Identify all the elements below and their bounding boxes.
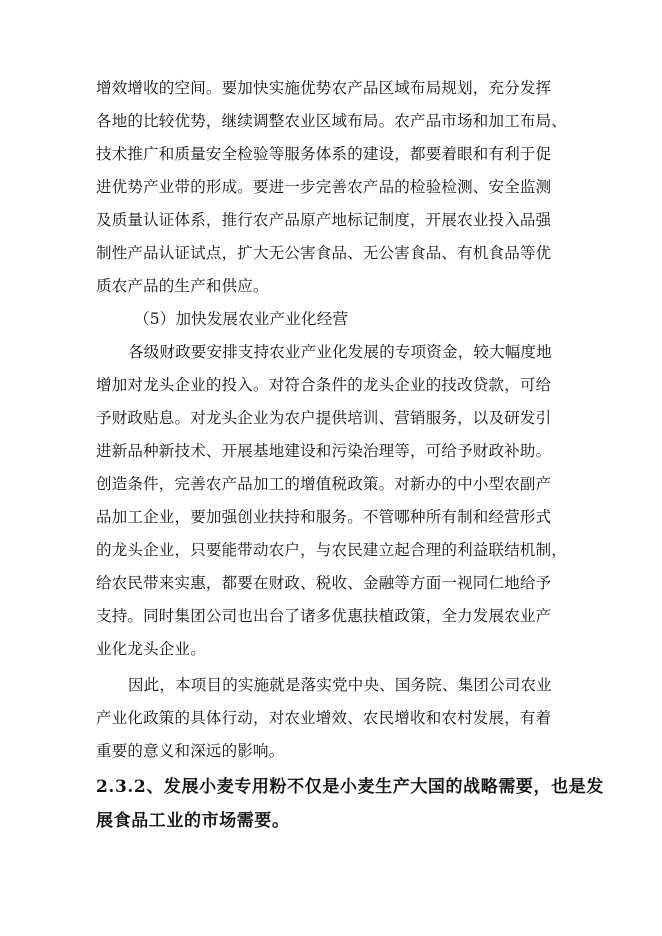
section-heading: （5）加快发展农业产业化经营 (134, 310, 349, 328)
paragraph-line: 质农产品的生产和供应。 (96, 277, 269, 295)
paragraph-line: 产业化政策的具体行动，对农业增效、农民增收和农村发展，有着 (96, 709, 552, 727)
section-heading-bold: 展食品工业的市场需要。 (96, 811, 290, 831)
paragraph-line: 给农民带来实惠，都要在财政、税收、金融等方面一视同仁地给予 (96, 574, 552, 592)
paragraph-line: 进优势产业带的形成。要进一步完善农产品的检验检测、安全监测 (96, 178, 552, 196)
paragraph-line: 各级财政要安排支持农业产业化发展的专项资金，较大幅度地 (128, 343, 552, 361)
paragraph-line: 各地的比较优势，继续调整农业区域布局。农产品市场和加工布局、 (96, 112, 568, 130)
paragraph-line: 的龙头企业，只要能带动农户，与农民建立起合理的利益联结机制， (96, 541, 568, 559)
paragraph-line: 及质量认证体系，推行农产品原产地标记制度，开展农业投入品强 (96, 211, 552, 229)
paragraph-line: 技术推广和质量安全检验等服务体系的建设，都要着眼和有利于促 (96, 145, 552, 163)
paragraph-line: 进新品种新技术、开展基地建设和污染治理等，可给予财政补助。 (96, 442, 552, 460)
paragraph-line: 品加工企业，要加强创业扶持和服务。不管哪种所有制和经营形式 (96, 508, 552, 526)
paragraph-line: 因此，本项目的实施就是落实党中央、国务院、集团公司农业 (128, 676, 552, 694)
paragraph-line: 增效增收的空间。要加快实施优势农产品区域布局规划，充分发挥 (96, 79, 552, 97)
paragraph-line: 增加对龙头企业的投入。对符合条件的龙头企业的技改贷款，可给 (96, 376, 552, 394)
paragraph-line: 支持。同时集团公司也出台了诸多优惠扶植政策，全力发展农业产 (96, 607, 552, 625)
paragraph-line: 创造条件，完善农产品加工的增值税政策。对新办的中小型农副产 (96, 475, 552, 493)
section-heading-bold: 2.3.2、发展小麦专用粉不仅是小麦生产大国的战略需要，也是发 (96, 777, 604, 797)
paragraph-line: 重要的意义和深远的影响。 (96, 742, 285, 760)
paragraph-line: 制性产品认证试点，扩大无公害食品、无公害食品、有机食品等优 (96, 244, 552, 262)
paragraph-line: 予财政贴息。对龙头企业为农户提供培训、营销服务，以及研发引 (96, 409, 552, 427)
paragraph-line: 业化龙头企业。 (96, 640, 206, 658)
